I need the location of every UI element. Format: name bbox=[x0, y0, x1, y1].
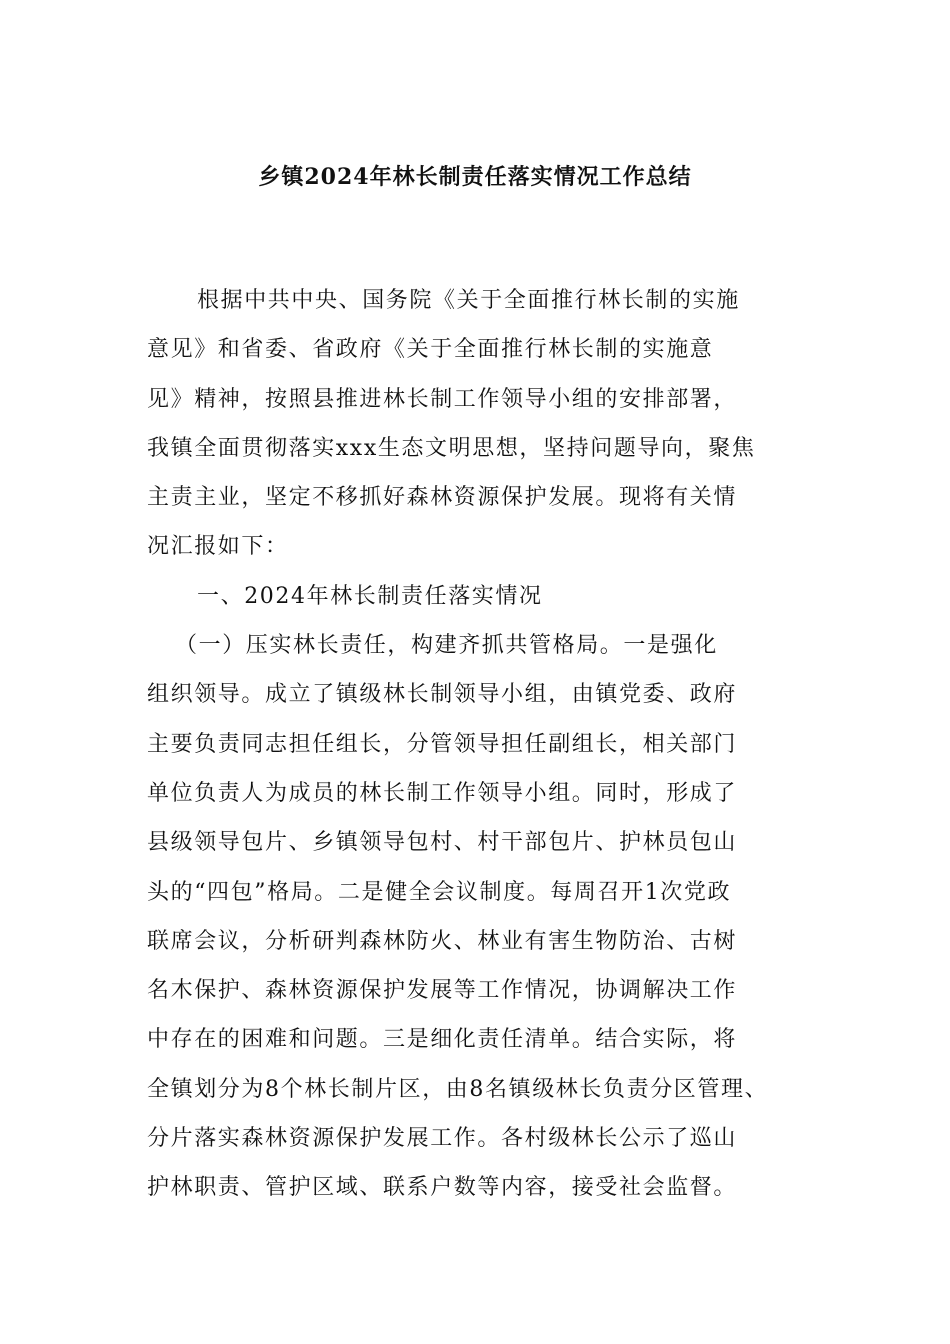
paragraph-line: （一）压实林长责任，构建齐抓共管格局。一是强化 bbox=[175, 633, 718, 659]
paragraph-line: 主责主业，坚定不移抓好森林资源保护发展。现将有关情 bbox=[147, 485, 738, 511]
paragraph-line: 况汇报如下： bbox=[147, 534, 289, 560]
paragraph-line: 全镇划分为8个林长制片区，由8名镇级林长负责分区管理、 bbox=[147, 1076, 769, 1102]
paragraph-line: 分片落实森林资源保护发展工作。各村级林长公示了巡山 bbox=[147, 1126, 738, 1152]
paragraph-line: 主要负责同志担任组长，分管领导担任副组长，相关部门 bbox=[147, 731, 738, 757]
document-body bbox=[147, 276, 807, 1213]
section-heading: 一、2024年林长制责任落实情况 bbox=[197, 583, 543, 609]
paragraph-line: 联席会议，分析研判森林防火、林业有害生物防治、古树 bbox=[147, 928, 738, 954]
paragraph-line: 护林职责、管护区域、联系户数等内容，接受社会监督。 bbox=[147, 1175, 738, 1201]
paragraph-line: 中存在的困难和问题。三是细化责任清单。结合实际，将 bbox=[147, 1027, 738, 1053]
document-title: 乡镇2024年林长制责任落实情况工作总结 bbox=[258, 164, 692, 190]
paragraph-line: 县级领导包片、乡镇领导包村、村干部包片、护林员包山 bbox=[147, 830, 738, 856]
paragraph-line: 我镇全面贯彻落实xxx生态文明思想，坚持问题导向，聚焦 bbox=[147, 435, 756, 461]
paragraph-line: 组织领导。成立了镇级林长制领导小组，由镇党委、政府 bbox=[147, 682, 738, 708]
paragraph-line: 头的“四包”格局。二是健全会议制度。每周召开1次党政 bbox=[147, 879, 732, 905]
paragraph-line: 根据中共中央、国务院《关于全面推行林长制的实施 bbox=[197, 288, 740, 313]
paragraph-line: 名木保护、森林资源保护发展等工作情况，协调解决工作 bbox=[147, 978, 738, 1004]
paragraph-line: 意见》和省委、省政府《关于全面推行林长制的实施意 bbox=[147, 337, 714, 363]
paragraph-line: 见》精神，按照县推进林长制工作领导小组的安排部署， bbox=[147, 386, 738, 412]
paragraph-line: 单位负责人为成员的林长制工作领导小组。同时，形成了 bbox=[147, 780, 738, 806]
